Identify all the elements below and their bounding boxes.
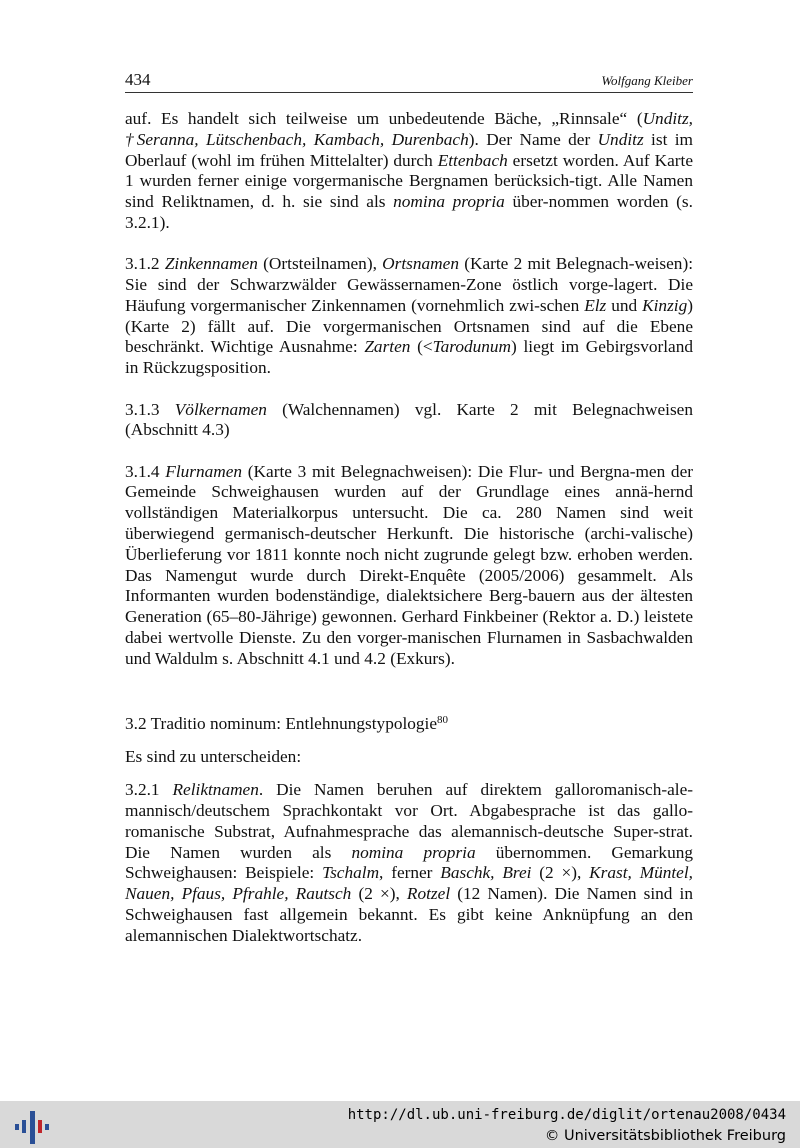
section-3-2 <box>125 714 693 947</box>
body-text <box>125 109 693 947</box>
logo-bar <box>30 1111 35 1144</box>
logo-bar <box>45 1124 49 1130</box>
text-run: 3.1.3 <box>125 399 175 419</box>
italic-text: Zinkennamen <box>164 254 258 274</box>
page-header <box>125 70 693 93</box>
text-run: (12 Namen). Die Namen sind in Schweighausen fast allgemein bekannt. Es gibt keine Anknüpfung an den alemannischen Dialektwortschatz. <box>125 884 693 945</box>
text-run: , ferner <box>379 863 441 883</box>
italic-text: Ortsnamen <box>382 254 459 274</box>
logo-bar <box>22 1120 26 1133</box>
text-run: ist im Oberlauf (wohl im frühen Mittelalter) durch <box>125 129 694 170</box>
text-run: über-nommen worden (s. 3.2.1). <box>125 192 693 232</box>
text-run: (Karte 3 mit Belegnachweisen): Die Flur- und Bergna-men der Gemeinde Schweighausen wurden auf der Grundlage eines annä-hernd vollständigen Materialkorpus untersucht. Die ca. 280 Namen sind weit überwiegend germanisch-deutscher Herkunft. Die historische (archi-valische) Überlieferung vor 1811 konnte noch nicht zugrunde gelegt bzw. erhoben werden. Das Namengut wurde durch Direkt-Enquête (2005/2006) gesammelt. Als Informanten wurden bodenständige, dialektsichere Berg-bauern aus der ältesten Generation (65–80-Jährige) gewonnen. Gerhard Finkbeiner (Rektor a. D.) leistete dabei wertvolle Dienste. Zu den vorger-manischen Flurnamen in Sasbachwalden und Waldulm s. Abschnitt 4.1 und 4.2 (Exkurs). <box>125 461 693 668</box>
footer-bar <box>0 1101 800 1148</box>
copyright-notice: © Universitätsbibliothek Freiburg <box>544 1128 786 1144</box>
text-run: auf. Es handelt sich teilweise um unbedeutende Bäche, „Rinnsale“ ( <box>125 109 643 128</box>
italic-text: Kinzig <box>642 295 688 315</box>
running-head: Wolfgang Kleiber <box>601 73 693 88</box>
italic-text: nomina propria <box>393 192 505 212</box>
section-heading-text: 3.2 Traditio nominum: Entlehnungstypologie <box>125 713 438 733</box>
paragraph <box>125 780 693 946</box>
text-run: ) (Karte 2) fällt auf. Die vorgermanischen Ortsnamen sind auf die Ebene beschränkt. Wichtige Ausnahme: <box>125 295 694 357</box>
text-run: und <box>606 295 643 315</box>
logo-bar <box>15 1124 19 1130</box>
paragraph <box>125 254 693 379</box>
text-run: 3.1.2 <box>125 254 165 274</box>
italic-text: Tarodunum <box>432 337 512 357</box>
text-run: (2 ×), <box>531 863 590 883</box>
text-run: 3.2.1 <box>125 780 173 800</box>
italic-text: Elz <box>584 295 607 315</box>
text-run: (2 ×), <box>351 884 407 904</box>
italic-text: Ettenbach <box>437 150 508 170</box>
italic-text: Flurnamen <box>165 461 243 481</box>
text-run: . Die Namen beruhen auf direktem galloromanisch-ale-mannisch/deutschem Sprachkontakt vor Ort. Abgabesprache ist das gallo-romanische Substrat, Aufnahmesprache das alemannisch-deutsche Super-strat. Die Namen wurden als <box>125 780 693 862</box>
source-url-link[interactable]: http://dl.ub.uni-freiburg.de/diglit/ortenau2008/0434 <box>347 1107 786 1123</box>
italic-text: Baschk, Brei <box>440 863 532 883</box>
text-run: übernommen. Gemarkung Schweighausen: Beispiele: <box>125 842 693 883</box>
italic-text: Unditz <box>597 129 644 149</box>
text-run: ) liegt im Gebirgsvorland in Rückzugsposition. <box>125 337 693 378</box>
text-run: (Walchennamen) vgl. Karte 2 mit Belegnachweisen (Abschnitt 4.3) <box>125 399 693 440</box>
paragraph <box>125 109 693 234</box>
italic-text: Zarten <box>364 337 411 357</box>
page-number: 434 <box>125 70 151 89</box>
paragraph <box>125 462 693 670</box>
italic-text: Völkernamen <box>174 399 267 419</box>
italic-text: nomina propria <box>351 842 476 862</box>
italic-text: Rotzel <box>406 884 451 904</box>
paragraph <box>125 400 693 442</box>
footnote-marker[interactable]: 80 <box>437 713 449 726</box>
text-run: ). Der Name der <box>468 129 598 149</box>
italic-text: Reliktnamen <box>172 780 259 800</box>
italic-text: Tschalm <box>322 863 380 883</box>
text-run: (Ortsteilnamen), <box>257 254 383 274</box>
text-run: ersetzt worden. Auf Karte 1 wurden ferner einige vorgermanische Bergnamen berücksich-tigt. Alle Namen sind Reliktnamen, d. h. sie sind als <box>125 150 693 212</box>
logo-bar <box>38 1120 42 1133</box>
ub-freiburg-logo-icon[interactable] <box>12 1109 52 1145</box>
section-heading <box>125 714 693 735</box>
italic-text: Krast, Müntel, Nauen, Pfaus, Pfrahle, Rautsch <box>125 863 693 904</box>
text-run: (< <box>410 337 433 357</box>
italic-text: Unditz, †Seranna, Lütschenbach, Kambach, Durenbach <box>125 109 693 149</box>
text-run: (Karte 2 mit Belegnach-weisen): Sie sind der Schwarzwälder Gewässernamen-Zone östlich vorge-lagert. Die Häufung vorgermanischer Zinkennamen (vornehmlich zwi-schen <box>125 254 694 315</box>
section-intro: Es sind zu unterscheiden: <box>125 747 302 767</box>
text-run: 3.1.4 <box>125 461 166 481</box>
